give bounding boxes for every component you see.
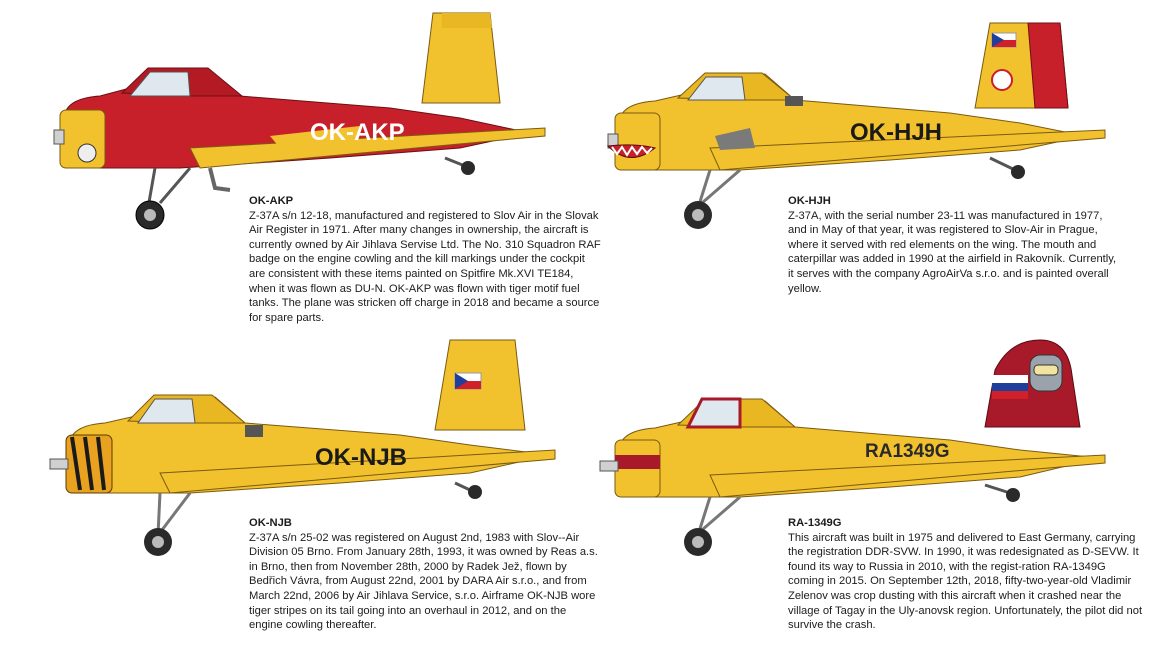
caption-ok-njb xyxy=(249,516,601,633)
caption-ok-akp xyxy=(249,194,601,325)
registration-marking: OK-AKP xyxy=(310,119,405,146)
caption-ra-1349g xyxy=(788,516,1143,633)
caption-ok-hjh xyxy=(788,194,1118,296)
registration-marking: OK-NJB xyxy=(315,444,408,471)
caption-text: This aircraft was built in 1975 and delivered to East Germany, carrying the registration DDR-SVW. In 1990, it was redesignated as D-SEVW. It found its way to Russia in 2010, with the regist-ration RA-1349G coming in 2015. On September 12th, 2018, fifty-two-year-old Vladimir Zelenov was crop dusting with this aircraft when it crashed near the village of Tagay in the Uly-anovsk region. Unfortunately, the pilot did not survive the crash. xyxy=(788,531,1143,632)
caption-title: OK-NJB xyxy=(249,517,292,529)
caption-title: RA-1349G xyxy=(788,517,842,529)
registration-marking: OK-HJH xyxy=(850,119,943,146)
caption-title: OK-HJH xyxy=(788,195,831,207)
caption-text: Z-37A, with the serial number 23-11 was manufactured in 1977, and in May of that year, it was registered to Slov-Air in Prague, where it served with red elements on the wing. The mouth and caterpillar was added in 1990 at the airfield in Rakovník. Currently, it serves with the company AgroAirVa s.r.o. and is painted overall yellow. xyxy=(788,209,1117,295)
registration-marking: RA1349G xyxy=(865,441,950,462)
caption-text: Z-37A s/n 25-02 was registered on August 2nd, 1983 with Slov--Air Division 05 Brno. From January 28th, 1993, it was owned by Reas a.s. in Brno, then from November 28th, 2000 by Radek Jež, flown by Bedřich Vávra, from August 22nd, 2001 by DARA Air s.r.o., and from March 22nd, 2006 by Air Jihlava Service, s.r.o. Airframe OK-NJB wore tiger stripes on its tail going into an overhaul in 2012, and on the engine cowling thereafter. xyxy=(249,531,598,632)
caption-title: OK-AKP xyxy=(249,195,294,207)
caption-text: Z-37A s/n 12-18, manufactured and registered to Slov Air in the Slovak Air Register in 1971. After many changes in ownership, the aircraft is currently owned by Air Jihlava Servise Ltd. The No. 310 Squadron RAF badge on the engine cowling and the kill markings under the cockpit are consistent with these items painted on Spitfire Mk.XVI TE184, when it was flown as DU-N. OK-AKP was flown with tiger motif fuel tanks. The plane was stricken off charge in 2018 and became a source for spare parts. xyxy=(249,209,601,324)
